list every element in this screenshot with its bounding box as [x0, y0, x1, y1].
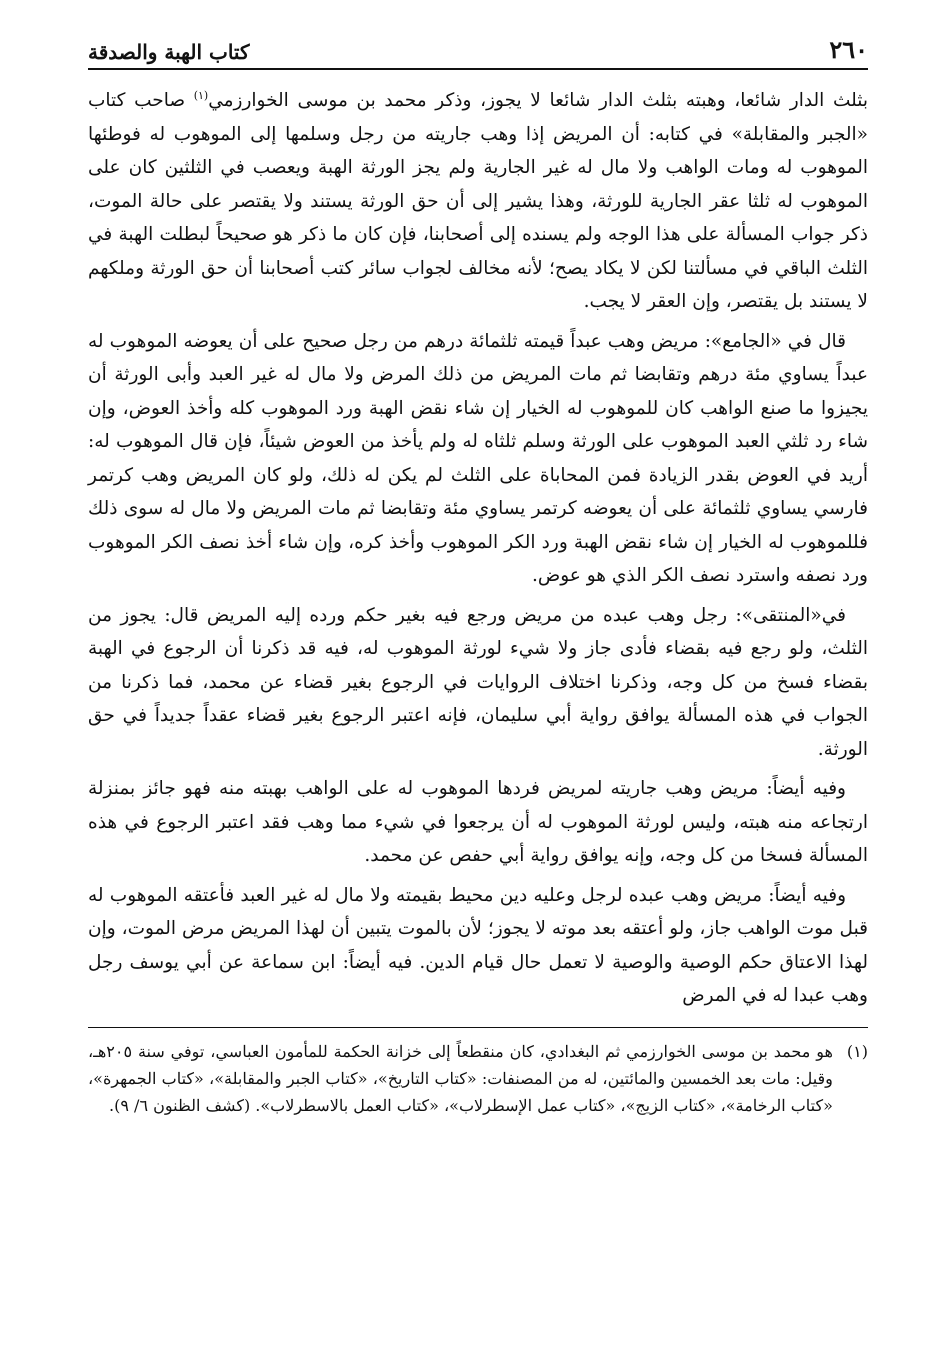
running-title: كتاب الهبة والصدقة	[88, 40, 250, 64]
paragraph	[88, 84, 868, 319]
paragraph: وفيه أيضاً: مريض وهب عبده لرجل وعليه دين محيط بقيمته ولا مال له غير العبد فأعتقه الموهوب له قبل موت الواهب جاز، ولو أعتقه بعد موته لا يجوز؛ لأن بالموت يتبين أن لهذا المريض مرض الموت، وإن لهذا الاعتاق حكم الوصية والوصية لا تعمل حال قيام الدين. فيه أيضاً: ابن سماعة عن أبي يوسف رجل وهب عبدا له في المرض	[88, 884, 868, 1006]
main-text	[88, 84, 868, 1013]
paragraph: وفيه أيضاً: مريض وهب جاريته لمريض فردها الموهوب له على الواهب بهبته منه فهو جائز بمنزلة ارتجاعه منه هبته، وليس لورثة الموهوب له أن يرجعوا في شيء مما وهب فقد اعتبر الرجوع في هذه المسألة فسخا من كل وجه، وإنه يوافق رواية أبي حفص عن محمد.	[88, 778, 868, 866]
page-number: ٢٦٠	[829, 35, 868, 64]
footnote	[88, 1038, 868, 1119]
footnote-text: هو محمد بن موسى الخوارزمي ثم البغدادي، كان منقطعاً إلى خزانة الحكمة للمأمون العباسي، توفي سنة ٢٠٥هـ، وقيل: مات بعد الخمسين والمائتين، له من المصنفات: «كتاب التاريخ»، «كتاب الجبر والمقابلة»، «كتاب الجمهرة»، «كتاب الرخامة»، «كتاب الزيج»، «كتاب عمل الإسطرلاب»، «كتاب العمل بالاسطرلاب». (كشف الظنون ٦/ ٩).	[88, 1041, 833, 1115]
paragraph-text-continued: صاحب كتاب «الجبر والمقابلة» في كتابه: أن المريض إذا وهب جاريته من رجل وسلمها إلى الموهوب له فوطئها الموهوب له ومات الواهب ولا مال له غير الجارية ولم يجز الورثة الهبة ويعصب في الثلثين كان على الموهوب له ثلثا عقر الجارية للورثة، وهذا يشير إلى أن حق الورثة يستند ولا يقتصر على حالة الموت، ذكر جواب المسألة على هذا الوجه ولم يسنده إلى أصحابنا، فإن كان ما ذكر هو صحيحاً لبطلت الهبة في الثلث الباقي في مسألتنا لكن لا يكاد يصح؛ لأنه مخالف لجواب سائر كتب أصحابنا أن حق الورثة وملكهم لا يستند بل يقتصر، وإن العقر لا يجب.	[88, 90, 868, 312]
footnote-reference: (١)	[193, 88, 209, 102]
book-page	[88, 28, 868, 1119]
page-header	[88, 28, 868, 70]
footnote-number: (١)	[846, 1041, 868, 1061]
paragraph-text: بثلث الدار شائعا، وهبته بثلث الدار شائعا لا يجوز، وذكر محمد بن موسى الخوارزمي	[208, 90, 868, 111]
paragraph: في«المنتقى»: رجل وهب عبده من مريض ورجع فيه بغير حكم ورده إليه المريض قال: يجوز من الثلث، ولو رجع فيه بقضاء فأدى جاز ولا شيء لورثة الموهوب له، فيه قد ذكرنا أن الرجوع في الهبة بقضاء فسخ من كل وجه، وذكرنا اختلاف الروايات في الرجوع بغير قضاء عن محمد، فما ذكرنا من الجواب في هذه المسألة يوافق رواية أبي سليمان، فإنه اعتبر الرجوع بغير قضاء عقداً جديداً في حق الورثة.	[88, 604, 868, 760]
footnote-divider	[88, 1027, 868, 1028]
paragraph: قال في «الجامع»: مريض وهب عبداً قيمته ثلثمائة درهم من رجل صحيح على أن يعوضه الموهوب له عبداً يساوي مئة درهم وتقابضا ثم مات المريض من ذلك المرض ولا مال له غير العبد وأبى الورثة أن يجيزوا ما صنع الواهب كان للموهوب له الخيار إن شاء نقض الهبة ورد الموهوب كله وأخذ العوض، وإن شاء رد ثلثي العبد الموهوب على الورثة وسلم ثلثاه له ولم يأخذ من العوض شيئاً، فإن قال الموهوب له: أريد في العوض بقدر الزيادة فمن المحاباة على الثلث لم يكن له ذلك، ولو كان المريض وهب كرتمر فارسي يساوي ثلثمائة على أن يعوضه كرتمر يساوي مئة وتقابضا ثم مات المريض ولا مال له سوى ذلك فللموهوب له الخيار إن شاء نقض الهبة ورد الكر الموهوب وأخذ كره، وإن شاء أخذ نصف الكر الموهوب ورد نصفه واسترد نصف الكر الذي هو عوض.	[88, 330, 868, 586]
